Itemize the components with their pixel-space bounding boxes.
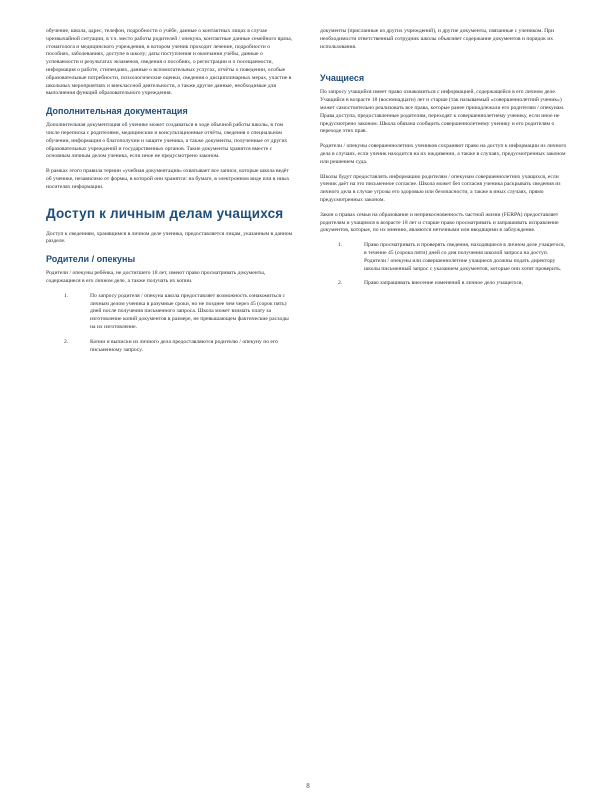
section-heading-parents: Родители / опекуны [46, 254, 136, 265]
paragraph: обучение, школа, адрес, телефон, подробности о учёбе, данные о контактных лицах в случае чрезвычайной ситуации, в т.ч. место работы родителей / опекуна, контактные данные семейного врача, стоматолога и медицинского учреждения, в котором ученик проходит лечение, подробности о пособиях, заболеваниях, доступе в школу; даты поступления и окончания учёбы, данные о успеваемости и результатах экзаменов, сведения о пособиях, о регистрации и о посещаемости, информация о работе, стипендиях, данные о вспомогательных услугах, отчёты о поведении, особые образовательные потребности, психологические оценки, сведения о дисциплинарных мерах, участие в школьных мероприятиях и внеклассной деятельности, а также другие данные, необходимые для выполнения функций образовательного учреждения. [46, 28, 293, 97]
left-column [46, 28, 294, 361]
paragraph: Дополнительная документация об ученике может создаваться в ходе обычной работы школы, в том числе переписка с родителями, медицинские и консультационные отчёты, сведения о специальном обучении, информация о благополучии и защите ученика, а также документы, полученные от других образовательных учреждений и государственных органов. Такие документы хранятся вместе с основным личным делом ученика, если иное не предусмотрено законом. [46, 122, 288, 160]
list-item: 1. По запросу родителя / опекуна школа предоставляет возможность ознакомиться с личным делом ученика в разумные сроки, но не позднее чем через 45 (сорок пять) дней после получения письменного запроса. Школа может взимать плату за изготовление копий документов в размере, не превышающем фактические расходы на их изготовление. [64, 292, 289, 330]
main-section-title: Доступ к личным делам учащихся [46, 205, 284, 221]
paragraph: Родители / опекуны совершеннолетних учеников сохраняют право на доступ к информации из личного дела в случаях, если ученик находится на их иждивении, а также в случаях, предусмотренных законом или решением суда. [320, 143, 567, 165]
list-item-text: Копии и выписки из личного дела предоставляются родителю / опекуну по его письменному запросу. [90, 338, 278, 353]
paragraph: По запросу учащийся имеет право ознакомиться с информацией, содержащейся в его личном деле. Учащийся в возрасте 18 (восемнадцати) лет и старше (так называемый «совершеннолетний ученик») может самостоятельно реализовать все права, которые ранее принадлежали его родителям / опекунам. Права доступа, предоставленные родителям, переходят к совершеннолетнему ученику, если иное не предусмотрено законом. Школа обязана сообщить совершеннолетнему ученику и его родителям о переходе этих прав. [320, 89, 565, 135]
list-item-text: Право запрашивать внесение изменений в личное дело учащегося, [364, 280, 523, 287]
paragraph: документы (присланные из других учреждений), и другие документы, связанные с учеником. При необходимости ответственный сотрудник школы объясняет содержание документов и порядок их использования. [320, 28, 554, 50]
numbered-list [320, 242, 568, 288]
numbered-list [46, 293, 294, 355]
list-item-text: По запросу родителя / опекуна школа предоставляет возможность ознакомиться с личным делом ученика в разумные сроки, но не позднее чем через 45 (сорок пять) дней после получения письменного запроса. Школа может взимать плату за изготовление копий документов в размере, не превышающем фактические расходы на их изготовление. [90, 292, 289, 330]
paragraph: В рамках этого правила термин «учебная документация» охватывает все записи, которые школа ведёт об ученике, независимо от формы, в которой они хранятся: на бумаге, в электронном виде или в иных носителях информации. [46, 168, 290, 190]
paragraph: Родители / опекуны ребёнка, не достигшего 18 лет, имеют право просматривать документы, содержащиеся в его личном деле, а также получать их копии. [46, 270, 266, 284]
section-heading-extra-docs: Дополнительная документация [46, 106, 188, 117]
paragraph: Школы будут предоставлять информацию родителям / опекунам совершеннолетних учащихся, если ученик даёт на это письменное согласие. Школа может без согласия ученика раскрывать сведения из личного дела в случае угрозы его здоровью или безопасности, а также в иных случаях, прямо предусмотренных законом. [320, 173, 561, 203]
paragraph: Доступ к сведениям, хранящимся в личном деле ученика, предоставляется лицам, указанным в данном разделе. [46, 230, 293, 245]
right-column [320, 28, 568, 295]
list-item: 1. Право просматривать и проверять сведения, находящиеся в личном деле учащегося, в течение 45 (сорока пяти) дней со дня получения школой запроса на доступ. Родители / опекуны или совершеннолетние учащиеся должны подать директору школы письменный запрос с указанием документов, которые они хотят проверить. [338, 242, 565, 272]
paragraph: Закон о правах семьи на образование и неприкосновенность частной жизни (FERPA) предоставляет родителям и учащимся в возрасте 18 лет и старше право просматривать и запрашивать исправление документов, которые, по их мнению, являются неточными или вводящими в заблуждение. [320, 211, 559, 234]
section-heading-students: Учащиеся [320, 73, 365, 84]
list-item-text: Право просматривать и проверять сведения, находящиеся в личном деле учащегося, в течение 45 (сорока пяти) дней со дня получения школой запроса на доступ. Родители / опекуны или совершеннолетние учащиеся должны подать директору школы письменный запрос с указанием документов, которые они хотят проверить. [364, 242, 565, 272]
page-number: 8 [306, 782, 310, 790]
list-item: 2. Право запрашивать внесение изменений в личное дело учащегося, [338, 280, 523, 287]
list-item: 2. Копии и выписки из личного дела предоставляются родителю / опекуну по его письменному запросу. [64, 338, 278, 353]
